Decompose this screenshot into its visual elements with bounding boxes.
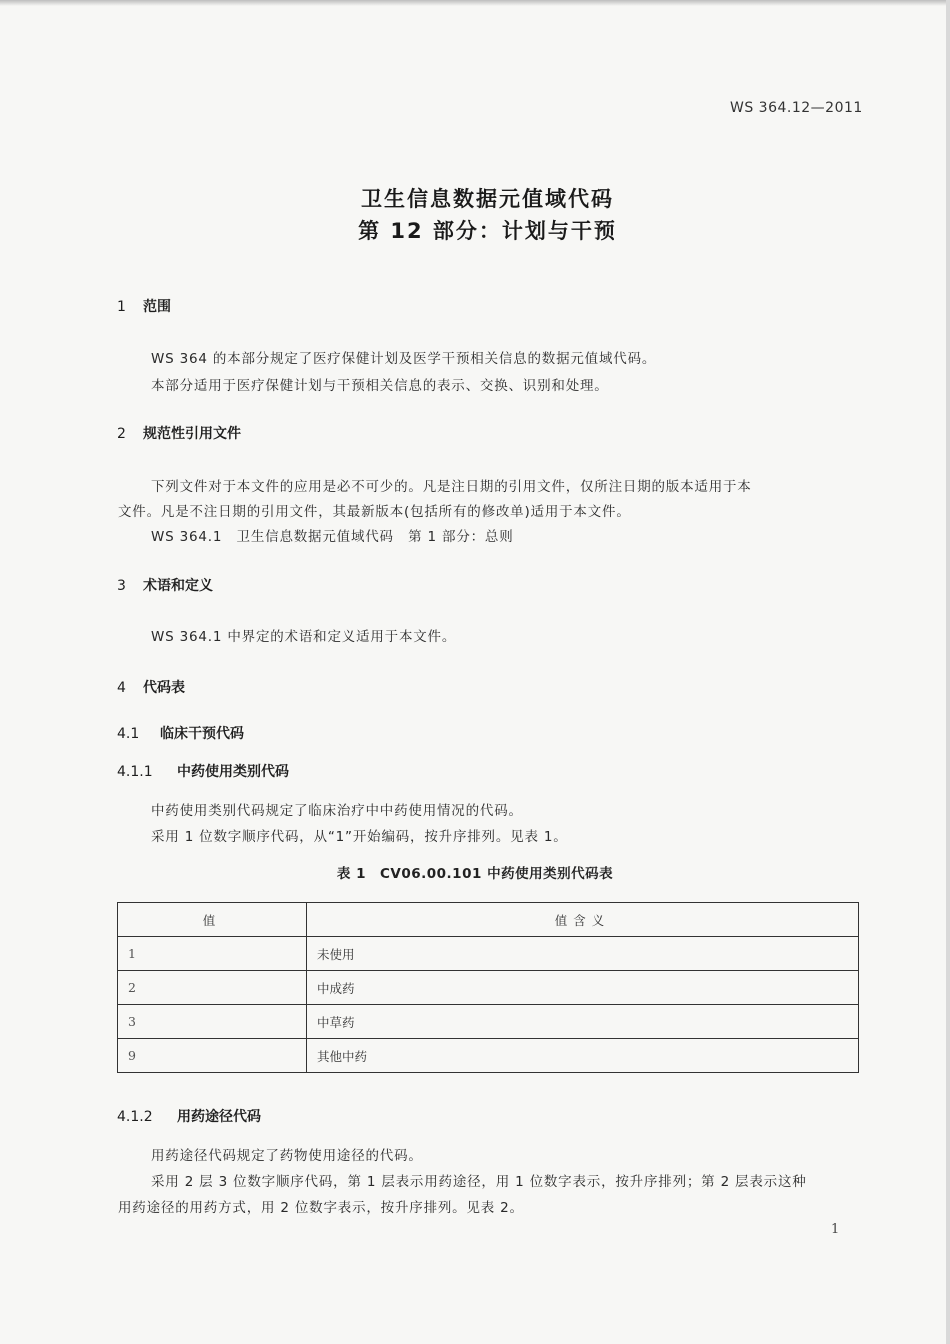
section-2-heading: 2 规范性引用文件	[117, 426, 241, 442]
document-title: 卫生信息数据元值域代码	[361, 187, 614, 211]
section-4-1-heading: 4.1 临床干预代码	[117, 726, 244, 742]
code-value: 9	[118, 1039, 307, 1073]
code-value: 2	[118, 971, 307, 1005]
code-meaning: 未使用	[307, 937, 859, 971]
section-4-heading: 4 代码表	[117, 680, 185, 696]
document-number: WS 364.12—2011	[730, 100, 863, 116]
section-2-para-line-2: 文件。凡是不注日期的引用文件，其最新版本(包括所有的修改单)适用于本文件。	[118, 504, 631, 520]
code-value: 3	[118, 1005, 307, 1039]
section-4-1-1-heading: 4.1.1 中药使用类别代码	[117, 764, 289, 780]
section-4-1-2-para-1: 用药途径代码规定了药物使用途径的代码。	[151, 1148, 423, 1164]
column-header-meaning: 值含义	[307, 903, 859, 937]
normative-reference: WS 364.1 卫生信息数据元值域代码 第 1 部分：总则	[151, 529, 514, 545]
table-row	[118, 1039, 859, 1073]
document-subtitle: 第 12 部分：计划与干预	[358, 219, 617, 243]
section-4-1-2-para-2-line-2: 用药途径的用药方式，用 2 位数字表示，按升序排列。见表 2。	[118, 1200, 524, 1216]
table-1-caption: 表 1 CV06.00.101 中药使用类别代码表	[336, 866, 614, 882]
table-row	[118, 971, 859, 1005]
table-1	[117, 902, 859, 1073]
section-1-heading: 1 范围	[117, 299, 171, 315]
section-3-heading: 3 术语和定义	[117, 578, 213, 594]
section-4-1-2-para-2-line-1: 采用 2 层 3 位数字顺序代码，第 1 层表示用药途径，用 1 位数字表示，按升序排列；第 2 层表示这种	[151, 1174, 807, 1190]
section-1-para-1: WS 364 的本部分规定了医疗保健计划及医学干预相关信息的数据元值域代码。	[151, 351, 657, 367]
section-4-1-1-para-1: 中药使用类别代码规定了临床治疗中中药使用情况的代码。	[151, 803, 523, 819]
table-row	[118, 937, 859, 971]
code-meaning: 中草药	[307, 1005, 859, 1039]
scan-edge-top	[0, 0, 950, 6]
section-4-1-2-heading: 4.1.2 用药途径代码	[117, 1109, 261, 1125]
section-3-para-1: WS 364.1 中界定的术语和定义适用于本文件。	[151, 629, 457, 645]
section-1-para-2: 本部分适用于医疗保健计划与干预相关信息的表示、交换、识别和处理。	[151, 378, 609, 394]
table-row	[118, 1005, 859, 1039]
column-header-value: 值	[118, 903, 307, 937]
page-number: 1	[831, 1222, 840, 1237]
section-4-1-1-para-2: 采用 1 位数字顺序代码，从“1”开始编码，按升序排列。见表 1。	[151, 829, 568, 845]
section-2-para-line-1: 下列文件对于本文件的应用是必不可少的。凡是注日期的引用文件，仅所注日期的版本适用于本	[151, 479, 752, 495]
code-meaning: 其他中药	[307, 1039, 859, 1073]
table-header-row	[118, 903, 859, 937]
code-value: 1	[118, 937, 307, 971]
code-meaning: 中成药	[307, 971, 859, 1005]
